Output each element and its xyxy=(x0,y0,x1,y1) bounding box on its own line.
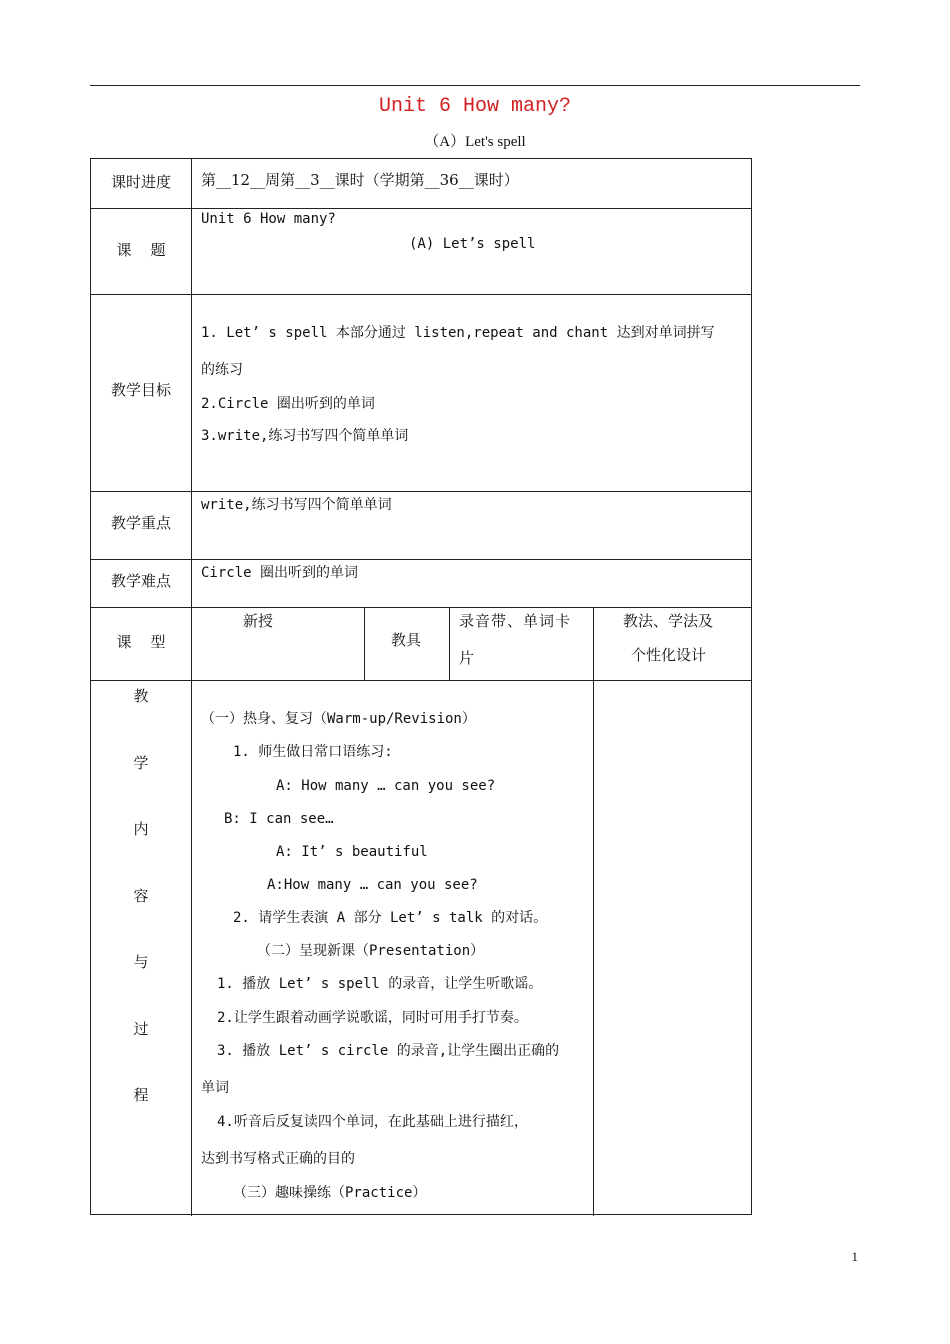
tools-divider xyxy=(449,607,450,680)
tools-label: 教具 xyxy=(391,631,422,649)
process-label-char: 教 xyxy=(133,687,149,705)
row-divider xyxy=(91,607,751,608)
process-line: 4.听音后反复读四个单词，在此基础上进行描红， xyxy=(217,1114,528,1130)
process-label-char: 学 xyxy=(133,753,149,772)
process-label-char: 容 xyxy=(133,886,149,905)
process-line: 1. 播放 Let’ s spell 的录音，让学生听歌谣。 xyxy=(217,976,543,992)
process-line: B: I can see… xyxy=(224,811,334,827)
header-rule xyxy=(90,85,860,86)
tools-line1: 录音带、单词卡 xyxy=(459,612,572,630)
objectives-line2: 的练习 xyxy=(201,362,243,378)
page-title: Unit 6 How many? xyxy=(378,95,572,118)
process-label-char: 过 xyxy=(133,1019,149,1038)
process-line: 达到书写格式正确的目的 xyxy=(201,1151,355,1167)
objectives-label: 教学目标 xyxy=(110,381,171,399)
key-points-label: 教学重点 xyxy=(110,514,171,532)
difficulties-label: 教学难点 xyxy=(110,572,171,590)
process-line: 1. 师生做日常口语练习: xyxy=(233,744,393,760)
objectives-line3: 2.Circle 圈出听到的单词 xyxy=(201,396,375,412)
page-number: 1 xyxy=(851,1249,858,1264)
lesson-type-label: 课 型 xyxy=(116,633,166,651)
process-line: （一）热身、复习（Warm-up/Revision） xyxy=(201,711,476,727)
method-line2: 个性化设计 xyxy=(631,646,707,664)
label-column-divider xyxy=(191,159,192,1216)
row-divider xyxy=(91,491,751,492)
process-line: 3. 播放 Let’ s circle 的录音,让学生圈出正确的 xyxy=(217,1043,560,1059)
process-label-char: 程 xyxy=(133,1086,149,1104)
row-divider xyxy=(91,559,751,560)
process-label-char: 内 xyxy=(133,820,149,838)
process-label-char: 与 xyxy=(133,953,149,971)
tools-line2: 片 xyxy=(459,649,475,667)
process-line: 2. 请学生表演 A 部分 Let’ s talk 的对话。 xyxy=(233,910,548,926)
method-divider xyxy=(593,607,594,1216)
lesson-plan-table xyxy=(90,158,752,1215)
objectives-line4: 3.write,练习书写四个简单单词 xyxy=(201,428,409,444)
row-divider xyxy=(91,208,751,209)
topic-line1: Unit 6 How many? xyxy=(201,211,336,227)
lesson-type-value: 新授 xyxy=(243,612,274,630)
process-line: （二）呈现新课（Presentation） xyxy=(257,943,485,959)
process-line: 单词 xyxy=(201,1080,229,1096)
progress-value: 第__12__周第__3__课时（学期第__36__课时） xyxy=(201,171,519,189)
topic-label: 课 题 xyxy=(116,241,166,259)
objectives-line1: 1. Let’ s spell 本部分通过 listen,repeat and chant 达到对单词拼写 xyxy=(201,325,715,341)
progress-label: 课时进度 xyxy=(110,173,171,191)
type-divider xyxy=(364,607,365,680)
key-points-value: write,练习书写四个简单单词 xyxy=(201,497,392,513)
process-line: 2.让学生跟着动画学说歌谣，同时可用手打节奏。 xyxy=(217,1010,528,1026)
process-line: A: It’ s beautiful xyxy=(276,844,428,860)
process-line: A:How many … can you see? xyxy=(267,877,478,893)
page-subtitle: （A）Let's spell xyxy=(424,134,526,150)
row-divider xyxy=(91,680,751,681)
row-divider xyxy=(91,294,751,295)
difficulties-value: Circle 圈出听到的单词 xyxy=(201,565,359,581)
process-line: A: How many … can you see? xyxy=(276,778,496,794)
topic-line2: (A) Let’s spell xyxy=(409,236,536,252)
method-line1: 教法、学法及 xyxy=(623,612,714,630)
process-line: （三）趣味操练（Practice） xyxy=(233,1185,427,1201)
